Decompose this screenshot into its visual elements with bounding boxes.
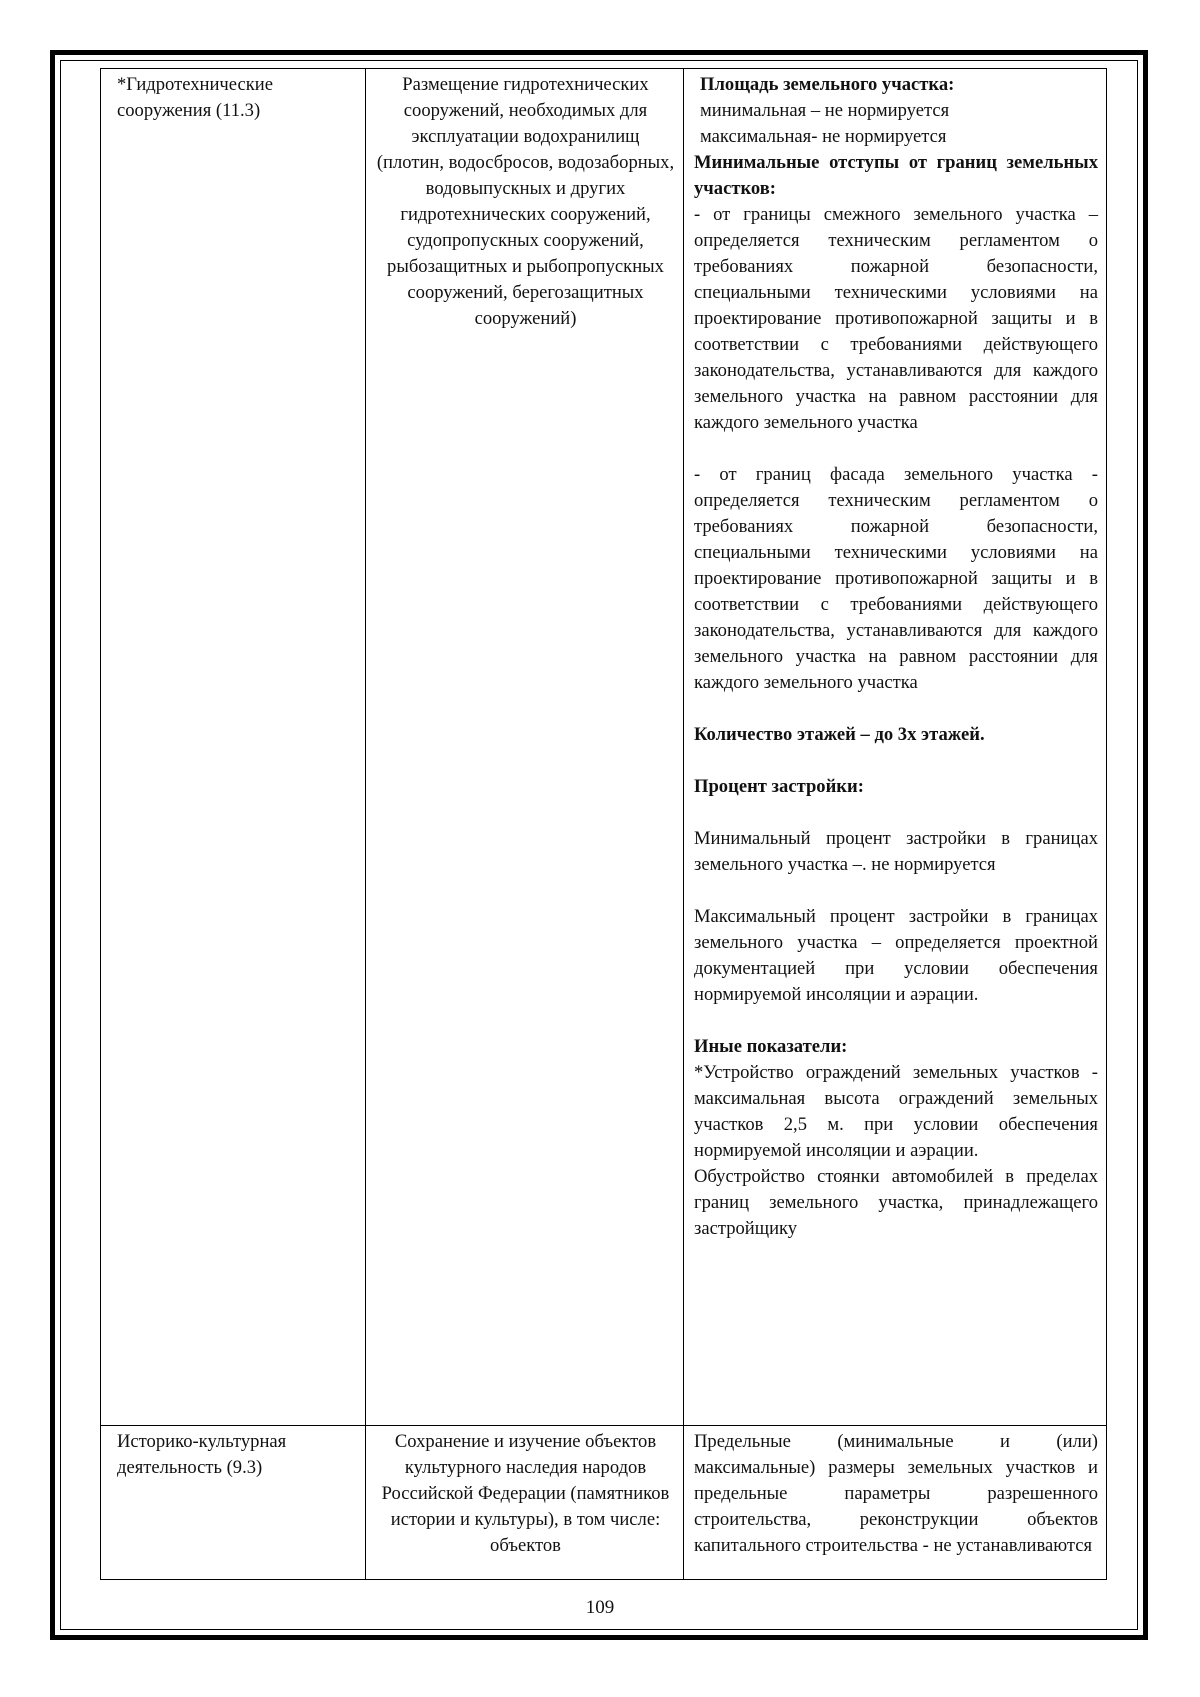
table-row xyxy=(101,1426,1107,1580)
land-use-cell xyxy=(101,1426,366,1580)
area-heading: Площадь земельного участка: xyxy=(700,74,955,95)
page-number: 109 xyxy=(585,1597,615,1618)
other-fence-text: *Устройство ограждений земельных участков - максимальная высота ограждений земельных участков 2,5 м. при условии обеспечения нормируемой инсоляции и аэрации. xyxy=(694,1062,1098,1161)
land-use-name: *Гидротехнические сооружения (11.3) xyxy=(117,74,273,121)
land-use-cell xyxy=(101,69,366,1426)
land-use-name: Историко-культурная деятельность (9.3) xyxy=(117,1431,287,1478)
floors-text: Количество этажей – до 3х этажей. xyxy=(694,724,985,745)
table-row xyxy=(101,69,1107,1426)
setbacks-heading: Минимальные отступы от границ земельных участков: xyxy=(694,152,1098,199)
parameters-text: Предельные (минимальные и (или) максимальные) размеры земельных участков и предельные параметры разрешенного строительства, реконструкции объектов капитального строительства - не устанавливаются xyxy=(694,1431,1098,1556)
land-use-description: Размещение гидротехнических сооружений, необходимых для эксплуатации водохранилищ (плотин, водосбросов, водозаборных, водовыпускных и других гидротехнических сооружений, судопропускных сооружений, рыбозащитных и рыбопропускных сооружений, берегозащитных сооружений) xyxy=(366,69,684,1426)
parameters-cell xyxy=(684,1426,1107,1580)
land-use-description: Сохранение и изучение объектов культурного наследия народов Российской Федерации (памятников истории и культуры), в том числе: объектов xyxy=(366,1426,684,1580)
setback-facade-text: - от границ фасада земельного участка - определяется техническим регламентом о требованиях пожарной безопасности, специальными техническими условиями на проектирование противопожарной защиты и в соответствии с требованиями действующего законодательства, устанавливаются для каждого земельного участка на равном расстоянии для каждого земельного участка xyxy=(694,464,1098,693)
coverage-min-text: Минимальный процент застройки в границах земельного участка –. не нормируется xyxy=(694,828,1098,875)
area-min: минимальная – не нормируется xyxy=(700,100,950,121)
setback-adjacent-text: - от границы смежного земельного участка – определяется техническим регламентом о требованиях пожарной безопасности, специальными техническими условиями на проектирование противопожарной защиты и в соответствии с требованиями действующего законодательства, устанавливаются для каждого земельного участка на равном расстоянии для каждого земельного участка xyxy=(694,204,1098,433)
regulations-table xyxy=(100,68,1107,1580)
area-max: максимальная- не нормируется xyxy=(700,126,947,147)
coverage-heading: Процент застройки: xyxy=(694,776,864,797)
other-heading: Иные показатели: xyxy=(694,1036,848,1057)
other-parking-text: Обустройство стоянки автомобилей в пределах границ земельного участка, принадлежащего застройщику xyxy=(694,1166,1098,1239)
coverage-max-text: Максимальный процент застройки в границах земельного участка – определяется проектной документацией при условии обеспечения нормируемой инсоляции и аэрации. xyxy=(694,906,1098,1005)
parameters-cell xyxy=(684,69,1107,1426)
